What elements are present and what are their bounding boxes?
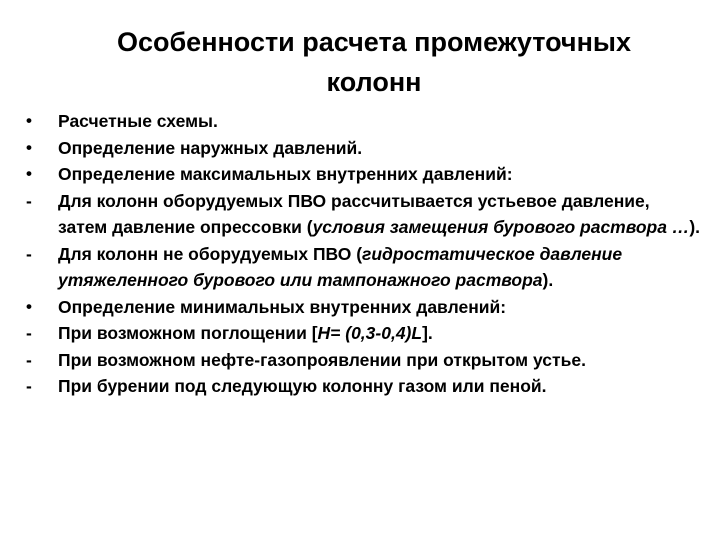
list-item-text: Определение максимальных внутренних давлений: bbox=[58, 164, 513, 184]
list-item-text: ]. bbox=[422, 323, 433, 343]
list-item bbox=[26, 161, 702, 188]
bullet-marker: • bbox=[26, 137, 32, 157]
list-item bbox=[26, 135, 702, 162]
dash-marker: - bbox=[26, 349, 32, 370]
slide-title bbox=[40, 22, 680, 102]
dash-marker: - bbox=[26, 243, 32, 264]
list-item bbox=[26, 373, 702, 400]
list-item-text: Определение минимальных внутренних давлений: bbox=[58, 296, 507, 317]
list-item bbox=[26, 188, 702, 241]
dash-marker: - bbox=[26, 190, 32, 211]
list-item-text: ). bbox=[689, 217, 701, 237]
slide-title-line-1: Особенности расчета промежуточных bbox=[116, 27, 631, 57]
list-item-text: При возможном нефте-газопроявлении при открытом устье. bbox=[58, 349, 586, 370]
slide-title-line-2: колонн bbox=[326, 67, 422, 97]
list-item bbox=[26, 108, 702, 135]
dash-marker: - bbox=[26, 376, 32, 396]
list-item-italic-text: H= (0,3-0,4)L bbox=[317, 323, 423, 343]
list-item-italic-text: гидростатическое давление утяжеленного бурового или тампонажного раствора bbox=[58, 243, 623, 290]
list-item-text: Определение наружных давлений. bbox=[58, 137, 363, 158]
bullet-list bbox=[26, 108, 702, 400]
list-item bbox=[26, 320, 702, 347]
list-item-text: Для колонн не оборудуемых ПВО ( bbox=[58, 243, 363, 264]
dash-marker: - bbox=[26, 323, 32, 343]
list-item-text: При бурении под следующую колонну газом или пеной. bbox=[58, 376, 547, 396]
list-item-text: При возможном поглощении [ bbox=[58, 323, 318, 343]
bullet-marker: • bbox=[26, 296, 32, 316]
list-item bbox=[26, 241, 702, 294]
bullet-marker: • bbox=[26, 164, 32, 183]
list-item-text: Для колонн оборудуемых ПВО рассчитывается устьевое давление, затем давление опрессовки ( bbox=[58, 190, 650, 237]
list-item-text: ). bbox=[542, 270, 554, 290]
list-item-italic-text: условия замещения бурового раствора … bbox=[312, 217, 690, 237]
list-item bbox=[26, 294, 702, 321]
list-item-text: Расчетные схемы. bbox=[58, 111, 218, 131]
list-item bbox=[26, 347, 702, 374]
bullet-marker: • bbox=[26, 111, 32, 130]
